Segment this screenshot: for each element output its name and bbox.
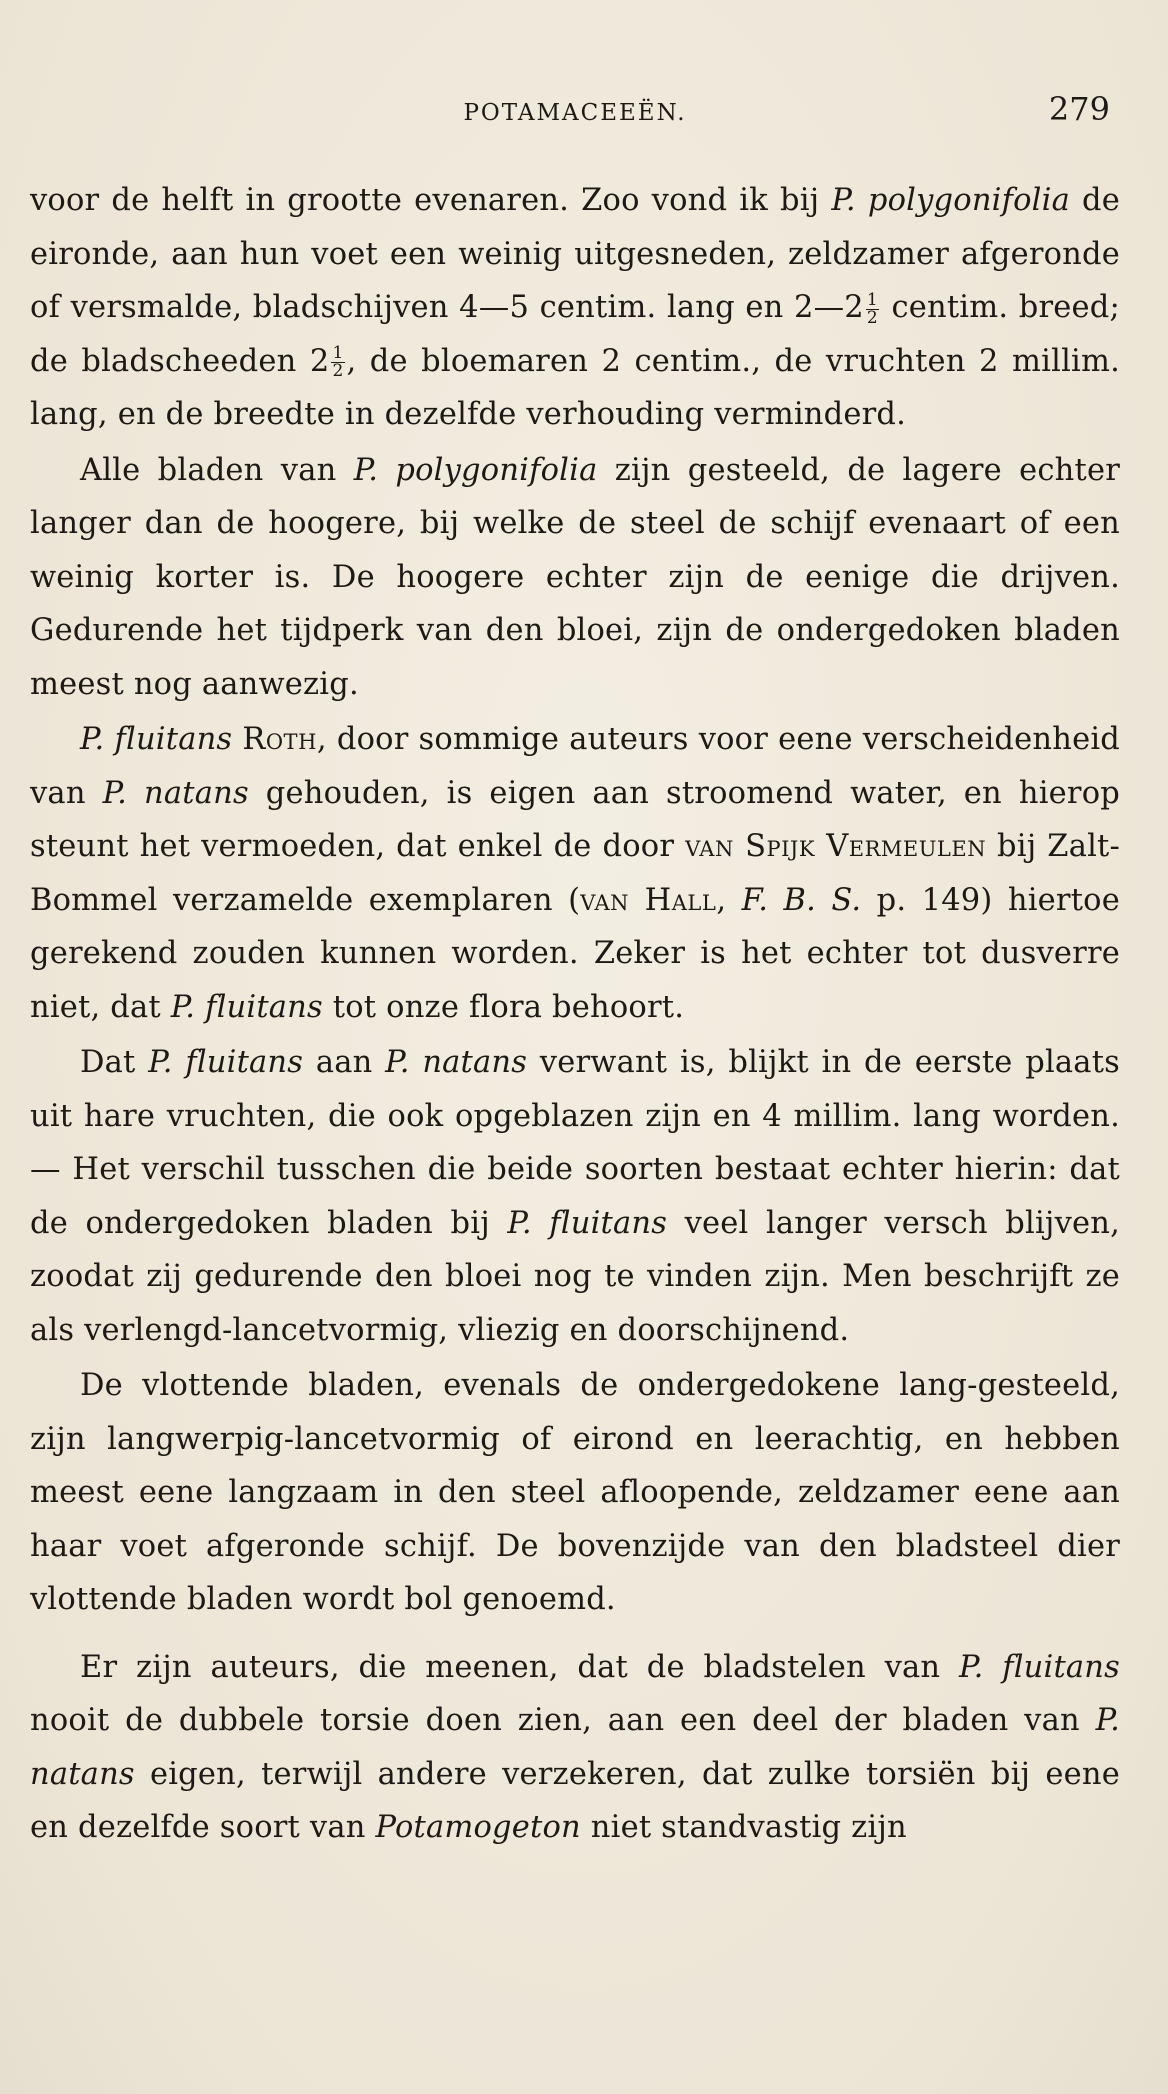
- italic-term: P. natans: [385, 1045, 528, 1080]
- text-run: gehouden, is eigen aan stroomend water, en hierop steunt het vermoeden, dat enkel de door: [30, 775, 1120, 864]
- paragraph-2: [30, 444, 1120, 712]
- text-run: zijn gesteeld, de lagere echter langer dan de hoogere, bij welke de steel de schijf evenaart of een weinig korter is. De hoogere echter zijn de eenige die drijven. Gedurende het tijdperk van den bloei, zijn de ondergedoken bladen meest nog aanwezig.: [30, 452, 1121, 702]
- text-run: eigen, terwijl andere verzekeren, dat zulke torsiën bij eene en dezelfde soort van: [30, 1756, 1120, 1845]
- page-number: 279: [1048, 90, 1110, 128]
- italic-term: P. fluitans: [148, 1045, 304, 1080]
- text-run: niet standvastig zijn: [580, 1810, 907, 1845]
- text-run: nooit de dubbele torsie doen zien, aan een deel der bladen van: [30, 1703, 1096, 1738]
- italic-term: P. fluitans: [959, 1649, 1120, 1685]
- italic-term: P. fluitans: [507, 1205, 668, 1241]
- text-run: tot onze flora behoort.: [322, 989, 685, 1025]
- text-run: de eironde, aan hun voet een weinig uitgesneden, zeldzamer afgeronde of versmalde, bladschijven 4—5 centim. lang en 2—2: [30, 183, 1120, 325]
- italic-term: P. polygonifolia: [831, 183, 1070, 218]
- text-run: aan: [303, 1045, 386, 1080]
- italic-term: P. natans: [30, 1703, 1120, 1792]
- paragraph-1: [30, 174, 1120, 442]
- running-head: [30, 86, 1120, 136]
- text-run: verwant is, blijkt in de eerste plaats uit hare vruchten, die ook opgeblazen zijn en 4 millim. lang worden. — Het verschil tusschen die beide soorten bestaat echter hierin: dat de ondergedoken bladen bij: [30, 1045, 1121, 1241]
- fraction-numerator: 1: [866, 289, 878, 310]
- text-run: bij Zalt-Bommel verzamelde exemplaren (: [30, 829, 1120, 918]
- body-text: [30, 174, 1120, 1855]
- italic-term: P. natans: [102, 775, 249, 811]
- fraction: [866, 289, 879, 328]
- fraction: [331, 345, 344, 380]
- paragraph-5: [30, 1359, 1120, 1627]
- italic-term: P. fluitans: [170, 989, 323, 1025]
- text-run: ,: [716, 882, 742, 918]
- text-run: Er zijn auteurs, die meenen, dat de bladstelen van: [80, 1649, 960, 1685]
- paragraph-4: [30, 1036, 1120, 1357]
- author-name: van Spijk Vermeulen: [685, 829, 987, 864]
- italic-term: F. B. S.: [741, 882, 862, 918]
- author-name: van Hall: [580, 882, 717, 918]
- text-run: voor de helft in grootte evenaren. Zoo vond ik bij: [30, 183, 832, 218]
- italic-term: P. polygonifolia: [353, 452, 598, 488]
- text-run: Alle bladen van: [80, 452, 354, 488]
- text-run: veel langer versch blijven, zoodat zij gedurende den bloei nog te vinden zijn. Men beschrijft ze als verlengd-lancetvormig, vliezig en doorschijnend.: [30, 1205, 1121, 1348]
- text-run: , de bloemaren 2 centim., de vruchten 2 millim. lang, en de breedte in dezelfde verhouding verminderd.: [30, 343, 1121, 432]
- italic-term: Potamogeton: [375, 1810, 581, 1845]
- text-run: De vlottende bladen, evenals de ondergedokene lang-gesteeld, zijn langwerpig-lancetvormig of eirond en leerachtig, en hebben meest eene langzaam in den steel afloopende, zeldzamer eene aan haar voet afgeronde schijf. De bovenzijde van den bladsteel dier vlottende bladen wordt bol genoemd.: [30, 1368, 1120, 1617]
- text-run: [232, 722, 242, 757]
- fraction-denominator: 2: [866, 307, 878, 328]
- fraction-denominator: 2: [332, 361, 344, 381]
- running-title: POTAMACEEËN.: [463, 100, 687, 126]
- italic-term: P. fluitans: [80, 722, 233, 757]
- paragraph-6: [30, 1641, 1120, 1855]
- fraction-numerator: 1: [332, 343, 344, 363]
- paragraph-3: [30, 713, 1120, 1034]
- text-run: centim. breed; de bladscheeden 2: [30, 290, 1120, 379]
- text-run: , door sommige auteurs voor eene verscheidenheid van: [30, 722, 1120, 811]
- text-run: p. 149) hiertoe gerekend zouden kunnen worden. Zeker is het echter tot dusverre niet, dat: [30, 882, 1120, 1025]
- text-run: Dat: [80, 1045, 149, 1080]
- author-name: Roth: [242, 722, 317, 757]
